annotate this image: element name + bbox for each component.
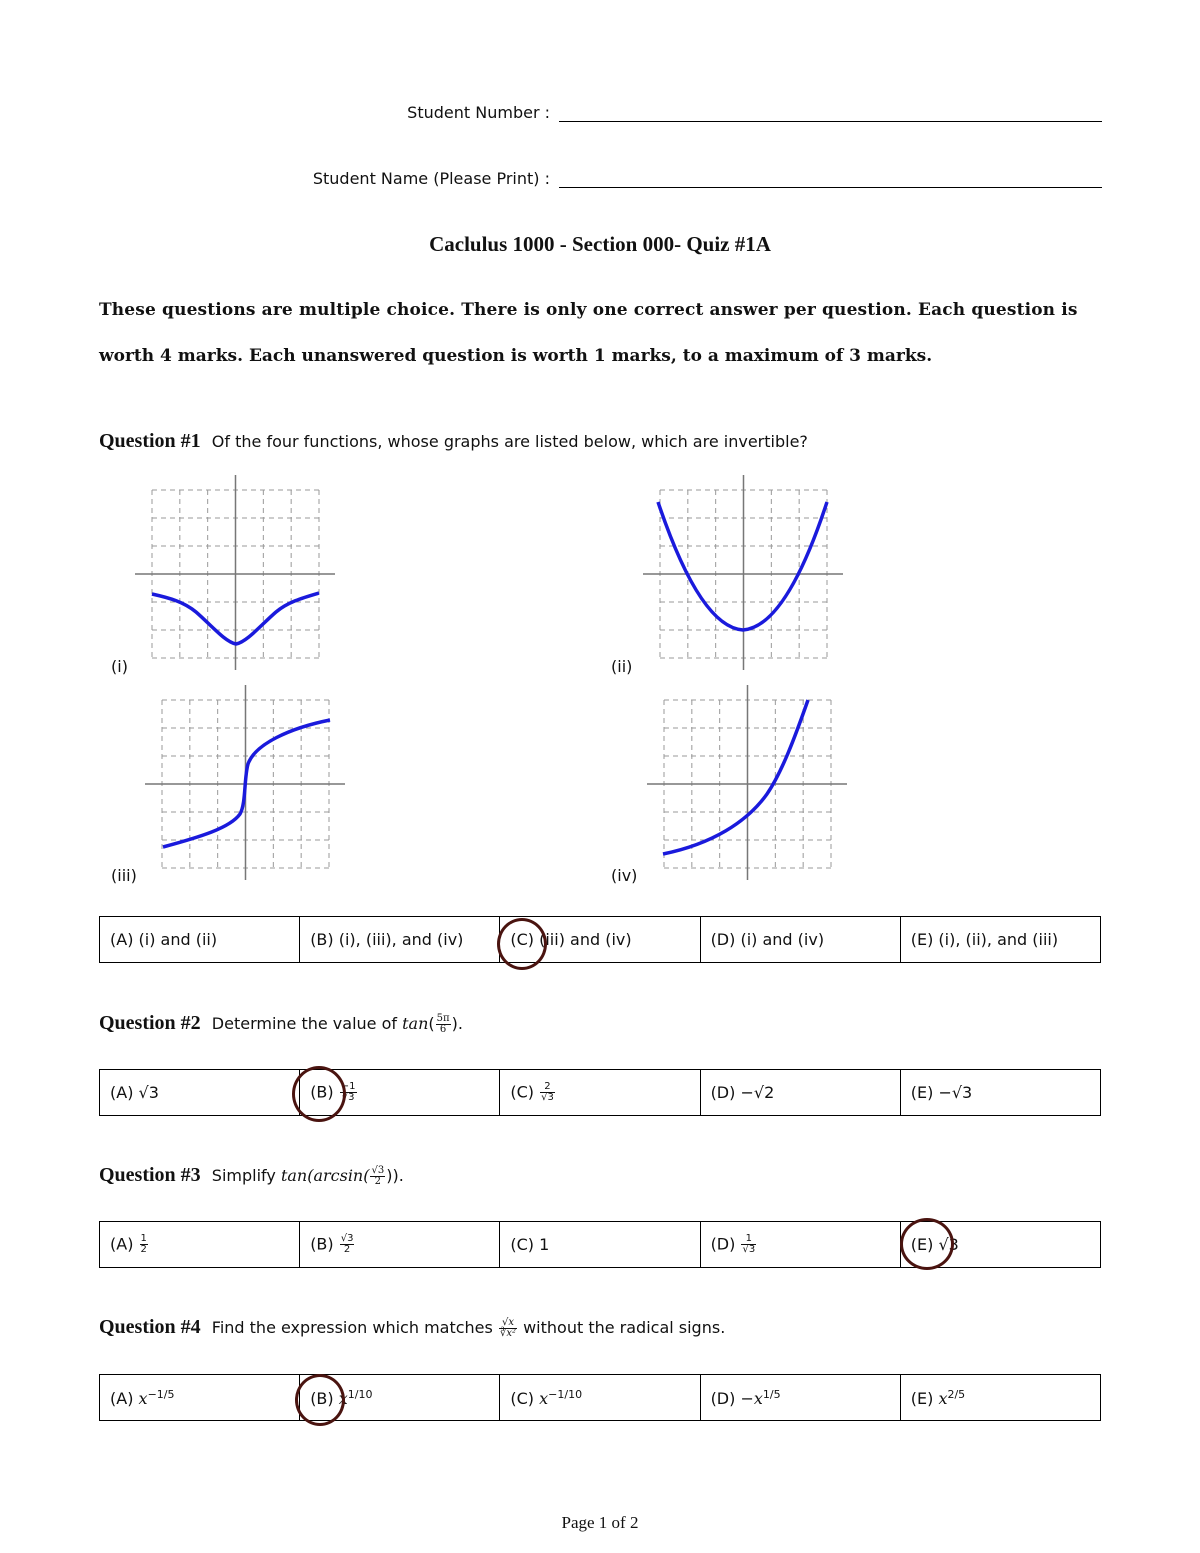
question-2-fraction: $\frac{5\pi}{6}$	[436, 1012, 450, 1035]
q4-choice-a[interactable]: (A) $x^{-1/5}$	[100, 1375, 300, 1421]
graph-iv	[642, 682, 852, 882]
question-4-text-post: without the radical signs.	[523, 1318, 726, 1337]
q1-choice-d[interactable]: (D) (i) and (iv)	[700, 917, 900, 963]
q4-choice-d[interactable]: $(D) -x^{1/5}$	[700, 1375, 900, 1421]
question-4-fraction: $\frac{√x}{\text{∛x²}}$	[499, 1316, 516, 1339]
question-2-heading: Question #2	[99, 1012, 201, 1034]
page-footer: Page 1 of 2	[561, 1513, 639, 1532]
q1-choice-a[interactable]: (A) (i) and (ii)	[100, 917, 300, 963]
question-2-func: tan	[402, 1014, 429, 1033]
instructions-line-2: worth 4 marks. Each unanswered question is worth 1 marks, to a maximum of 3 marks.	[99, 346, 933, 366]
question-3-header: Question #3 Simplify tan(arcsin( $\frac{√3}{2}$ )).	[99, 1164, 404, 1187]
question-3-heading: Question #3	[99, 1164, 201, 1186]
page-title: Caclulus 1000 - Section 000- Quiz #1A	[429, 232, 771, 256]
graph-ii	[638, 472, 848, 672]
student-name-line[interactable]	[559, 187, 1102, 188]
question-1-choices	[99, 916, 1101, 963]
q3-choice-e[interactable]: (E) √3	[900, 1222, 1100, 1268]
question-2-header: Question #2 Determine the value of tan( $\frac{5\pi}{6}$ ).	[99, 1012, 463, 1035]
student-number-label: Student Number :	[407, 103, 550, 122]
graph-ii-curve	[658, 502, 827, 630]
q3-choice-a[interactable]: (A) $\frac{1}{2}$	[100, 1222, 300, 1268]
question-3-fraction: $\frac{√3}{2}$	[371, 1164, 385, 1187]
q4-choice-e[interactable]: (E) $x^{2/5}$	[900, 1375, 1100, 1421]
question-3-func: tan(arcsin(	[280, 1166, 370, 1185]
q3-choice-c[interactable]: (C) 1	[500, 1222, 700, 1268]
instructions-line-1: These questions are multiple choice. There is only one correct answer per question. Each question is	[99, 300, 1078, 320]
question-3-text: Simplify	[211, 1166, 276, 1185]
graph-iv-curve	[663, 700, 808, 854]
graph-iii-label: (iii)	[111, 866, 137, 885]
graph-iv-label: (iv)	[611, 866, 638, 885]
student-number-line[interactable]	[559, 121, 1102, 122]
q2-choice-d[interactable]: (D) −√2	[700, 1070, 900, 1116]
student-name-label: Student Name (Please Print) :	[312, 169, 550, 188]
question-1-text: Of the four functions, whose graphs are listed below, which are invertible?	[211, 432, 808, 451]
question-4-heading: Question #4	[99, 1316, 201, 1338]
question-3-choices	[99, 1221, 1101, 1268]
question-1-heading: Question #1	[99, 430, 201, 452]
question-4-choices	[99, 1374, 1101, 1421]
graph-iii	[140, 682, 350, 882]
q2-choice-b[interactable]: (B) $\frac{-1}{√3}$	[300, 1070, 500, 1116]
question-1-header	[99, 430, 808, 453]
graph-i-label: (i)	[111, 657, 128, 676]
q2-choice-e[interactable]: (E) −√3	[900, 1070, 1100, 1116]
q1-choice-c[interactable]: (C) (iii) and (iv)	[500, 917, 700, 963]
q1-choice-b[interactable]: (B) (i), (iii), and (iv)	[300, 917, 500, 963]
graph-ii-label: (ii)	[611, 657, 633, 676]
graph-i-grid	[135, 475, 335, 670]
question-2-choices	[99, 1069, 1101, 1116]
question-4-header	[99, 1316, 725, 1340]
q1-choice-e[interactable]: (E) (i), (ii), and (iii)	[900, 917, 1100, 963]
q3-choice-b[interactable]: (B) $\frac{√3}{2}$	[300, 1222, 500, 1268]
q2-choice-a[interactable]: (A) √3	[100, 1070, 300, 1116]
q2-choice-c[interactable]: (C) $\frac{2}{√3}$	[500, 1070, 700, 1116]
q3-choice-d[interactable]: (D) $\frac{1}{√3}$	[700, 1222, 900, 1268]
q4-choice-c[interactable]: (C) $x^{-1/10}$	[500, 1375, 700, 1421]
q4-choice-b[interactable]: (B) $x^{1/10}$	[300, 1375, 500, 1421]
graph-i	[130, 472, 340, 672]
question-2-text: Determine the value of	[211, 1014, 398, 1033]
question-4-text: Find the expression which matches	[211, 1318, 493, 1337]
